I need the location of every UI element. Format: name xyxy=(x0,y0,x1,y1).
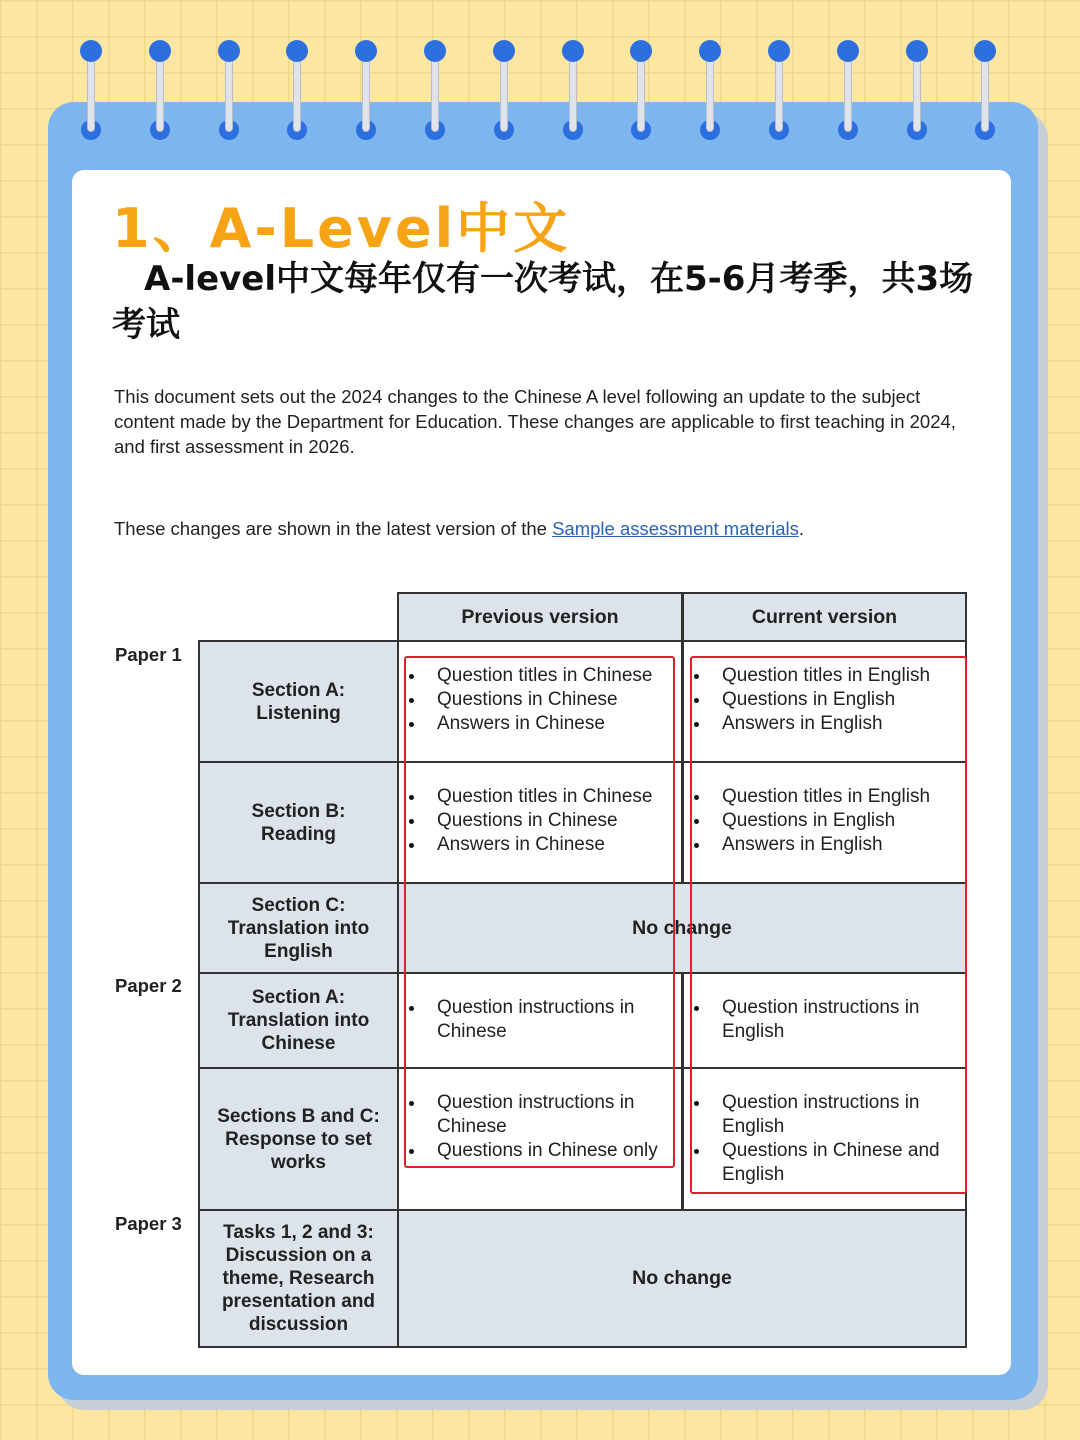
bullet-item: Question instructions in English xyxy=(692,996,961,1044)
bullet-item: Question titles in English xyxy=(692,664,961,688)
binder-ring xyxy=(974,40,996,140)
highlight-box-current xyxy=(690,656,967,1194)
changes-paragraph xyxy=(114,516,964,541)
sample-materials-link[interactable]: Sample assessment materials xyxy=(552,518,799,539)
bullet-item: Questions in Chinese xyxy=(407,688,677,712)
bullet-item: Question instructions in English xyxy=(692,1091,961,1139)
section-label: Sections B and C: Response to set works xyxy=(198,1067,399,1211)
bullet-item: Question instructions in Chinese xyxy=(407,1091,677,1139)
changes-text: These changes are shown in the latest version of the xyxy=(114,518,553,539)
section-label: Tasks 1, 2 and 3: Discussion on a theme, Research presentation and discussion xyxy=(198,1209,399,1348)
header-previous-version: Previous version xyxy=(397,592,683,642)
section-label: Section A: Listening xyxy=(198,640,399,763)
paper-label: Paper 3 xyxy=(115,1213,182,1234)
bullet-item: Questions in Chinese and English xyxy=(692,1139,961,1187)
no-change-cell: No change xyxy=(397,1209,967,1348)
header-current-version: Current version xyxy=(682,592,967,642)
binder-ring xyxy=(355,40,377,140)
binder-ring xyxy=(493,40,515,140)
binder-ring xyxy=(80,40,102,140)
paper-label: Paper 2 xyxy=(115,975,182,996)
section-label: Section C: Translation into English xyxy=(198,882,399,974)
bullet-item: Question instructions in Chinese xyxy=(407,996,677,1044)
bullet-item: Question titles in Chinese xyxy=(407,785,677,809)
bullet-item: Question titles in English xyxy=(692,785,961,809)
binder-ring xyxy=(699,40,721,140)
highlight-box-previous xyxy=(404,656,675,1168)
page-title: 1、A-Level中文 xyxy=(112,197,571,260)
bullet-item: Questions in English xyxy=(692,809,961,833)
bullet-item: Questions in English xyxy=(692,688,961,712)
binder-ring xyxy=(630,40,652,140)
page-subtitle: A-level中文每年仅有一次考试，在5-6月考季，共3场考试 xyxy=(112,259,974,345)
bullet-item: Questions in Chinese only xyxy=(407,1139,677,1163)
binder-ring xyxy=(768,40,790,140)
bullet-item: Answers in English xyxy=(692,833,961,857)
bullet-item: Answers in English xyxy=(692,712,961,736)
binder-ring xyxy=(906,40,928,140)
bullet-item: Questions in Chinese xyxy=(407,809,677,833)
paper-label: Paper 1 xyxy=(115,644,182,665)
binder-ring xyxy=(149,40,171,140)
changes-text-end: . xyxy=(798,518,804,539)
intro-paragraph: This document sets out the 2024 changes to the Chinese A level following an update to the subject content made by the Department for Education. These changes are applicable to first teaching in 2024, and first assessment in 2026. xyxy=(114,386,956,457)
section-label: Section B: Reading xyxy=(198,761,399,884)
binder-ring xyxy=(424,40,446,140)
bullet-item: Question titles in Chinese xyxy=(407,664,677,688)
binder-ring xyxy=(562,40,584,140)
section-label: Section A: Translation into Chinese xyxy=(198,972,399,1069)
binder-ring xyxy=(286,40,308,140)
bullet-item: Answers in Chinese xyxy=(407,712,677,736)
no-change-cell: No change xyxy=(397,882,967,974)
binder-ring xyxy=(837,40,859,140)
bullet-item: Answers in Chinese xyxy=(407,833,677,857)
binder-ring xyxy=(218,40,240,140)
